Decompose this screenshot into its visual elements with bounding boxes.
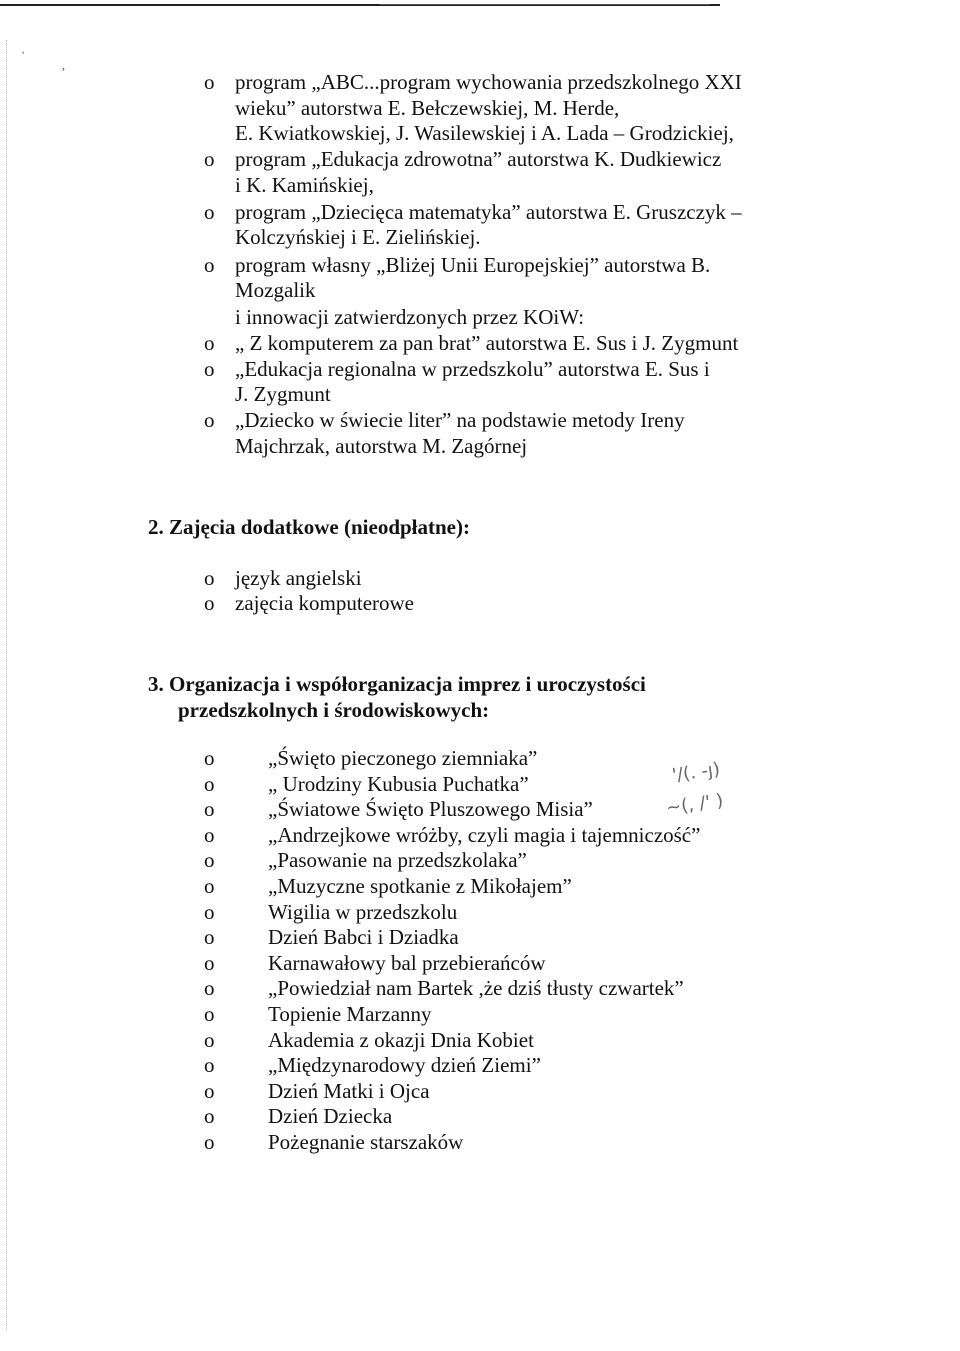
list-bullet: o [204,1002,215,1026]
list-bullet: o [204,925,215,949]
section-heading: 3. Organizacja i współorganizacja imprez i uroczystości [148,672,646,696]
list-item-line: Mozgalik [235,278,316,302]
list-bullet: o [204,1079,215,1103]
list-item: Akademia z okazji Dnia Kobiet [268,1028,534,1052]
list-item-line: „ Z komputerem za pan brat” autorstwa E. Sus i J. Zygmunt [235,331,739,355]
list-item-line: „Dziecko w świecie liter” na podstawie metody Ireny [235,408,685,432]
list-item: Dzień Dziecka [268,1104,393,1128]
list-bullet: o [204,772,215,796]
list-item: „Międzynarodowy dzień Ziemi” [268,1053,541,1077]
list-bullet: o [204,253,215,277]
list-item: język angielski [235,566,362,590]
list-item: „Powiedział nam Bartek ,że dziś tłusty czwartek” [268,976,684,1000]
section-heading: 2. Zajęcia dodatkowe (nieodpłatne): [148,515,470,539]
list-item-line: wieku” autorstwa E. Bełczewskiej, M. Herde, [235,96,620,120]
list-item: „Andrzejkowe wróżby, czyli magia i tajemniczość” [268,823,701,847]
list-item-line: Majchrzak, autorstwa M. Zagórnej [235,434,528,458]
list-item: Dzień Matki i Ojca [268,1079,430,1103]
list-bullet: o [204,746,215,770]
list-item: Karnawałowy bal przebierańców [268,951,546,975]
scan-margin-edge [6,40,8,1330]
list-item: Dzień Babci i Dziadka [268,925,459,949]
list-item-line: Kolczyńskiej i E. Zielińskiej. [235,225,481,249]
list-item-line: i K. Kamińskiej, [235,173,374,197]
list-bullet: o [204,70,215,94]
list-bullet: o [204,823,215,847]
list-bullet: o [204,951,215,975]
list-bullet: o [204,900,215,924]
margin-mark: ' [22,48,25,62]
list-item: Wigilia w przedszkolu [268,900,458,924]
list-item-line: program „ABC...program wychowania przedszkolnego XXI [235,70,742,94]
list-bullet: o [204,408,215,432]
list-item: „ Urodziny Kubusia Puchatka” [268,772,529,796]
handwritten-annotation: '/(. -ȷ) [670,758,722,787]
list-item-line: program „Edukacja zdrowotna” autorstwa K. Dudkiewicz [235,147,722,171]
list-bullet: o [204,848,215,872]
list-bullet: o [204,1104,215,1128]
list-bullet: o [204,357,215,381]
list-item-line: program „Dziecięca matematyka” autorstwa E. Gruszczyk – [235,200,742,224]
list-bullet: o [204,591,215,615]
list-item-line: program własny „Bliżej Unii Europejskiej” autorstwa B. [235,253,711,277]
margin-mark: , [62,58,65,72]
handwritten-annotation: ~(, /' ) [664,790,725,819]
list-bullet: o [204,566,215,590]
page-top-rule-secondary [380,4,710,5]
list-bullet: o [204,1053,215,1077]
list-item: „Muzyczne spotkanie z Mikołajem” [268,874,572,898]
list-item: zajęcia komputerowe [235,591,414,615]
list-item: Topienie Marzanny [268,1002,432,1026]
list-item: „Święto pieczonego ziemniaka” [268,746,538,770]
list-item: „Światowe Święto Pluszowego Misia” [268,797,593,821]
list-item: „Pasowanie na przedszkolaka” [268,848,527,872]
list-bullet: o [204,147,215,171]
list-bullet: o [204,331,215,355]
list-item: Pożegnanie starszaków [268,1130,464,1154]
list-item-line: J. Zygmunt [235,382,331,406]
list-bullet: o [204,874,215,898]
list-item-line: E. Kwiatkowskiej, J. Wasilewskiej i A. Lada – Grodzickiej, [235,121,734,145]
list-bullet: o [204,797,215,821]
list-bullet: o [204,1028,215,1052]
list-bullet: o [204,1130,215,1154]
list-bullet: o [204,976,215,1000]
section-heading-continued: przedszkolnych i środowiskowych: [178,698,490,722]
list-item-line: „Edukacja regionalna w przedszkolu” autorstwa E. Sus i [235,357,710,381]
list-bullet: o [204,200,215,224]
innovations-intro: i innowacji zatwierdzonych przez KOiW: [235,305,585,329]
